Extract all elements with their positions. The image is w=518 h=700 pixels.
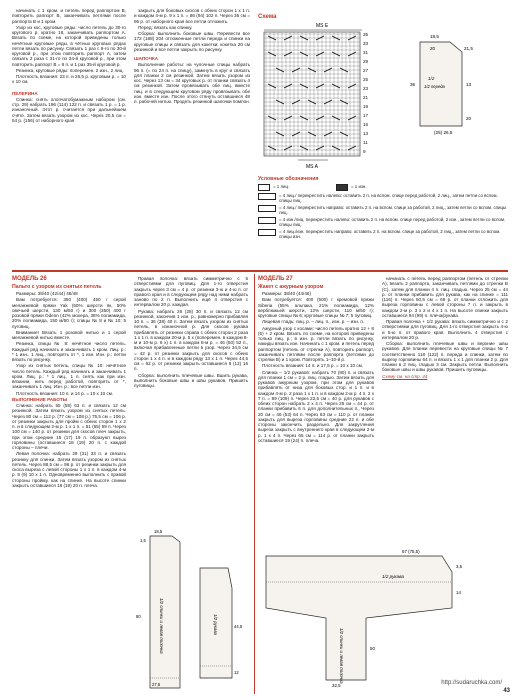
pelerine-pattern-diagram — [392, 30, 508, 140]
dim-label: (25) 26,5 — [434, 130, 453, 135]
dim-label: 18,5 — [430, 34, 439, 39]
section-heading: ВЫПОЛНЕНИЕ РАБОТЫ — [12, 396, 68, 402]
row-number: 27 — [363, 68, 369, 73]
schema-link[interactable]: Схему см. на стр. 44 — [382, 373, 428, 379]
model27-subtitle: Жакет с ажурным узором — [258, 284, 324, 290]
dim-label: 18,5 — [154, 529, 163, 534]
legend-item — [258, 229, 508, 239]
legend-item — [258, 193, 508, 203]
model27-title: МОДЕЛЬ 27 — [258, 276, 293, 282]
paragraph: Размеры: 38/40 (42/44) 46/48 — [16, 291, 78, 296]
paragraph: Спинка – 1/2 рукавов: набрать 70 (80) п. и связать для планки 1 см = 2 р. лиц. гладью. Затем вязать для рукавов ажурным узором, при этом для рукавов прибавлять от низа для боковых стор. и 1 п. и в каждом 4-м р. 2 раза 1 х 1 п. и в каждом 2-м р. 4 п. 2 х 7 п. = 89 (109) п. Через 22,5 см = 40 р. для рукавов с обеих сторон набрать 2 х 4 п. Через 25 см = 44 р. от планки прибавить 6 п. для дополнительных п., Через 20 см = 46 (53) 64 п. Через 63 см = 110 р. от планки закрыть для выреза горловины средние 22 п. и обе стороны закончить раздельно. Для закругления выреза закрыть с внутреннего края в следующем 2-м р. 1 х 4 п. Через 65 см = 114 р. от планки закрыть оставшиеся 19 (24) п. плеча. — [258, 369, 374, 443]
legend-title: Условные обозначения — [258, 176, 319, 182]
schema-title: Схема — [258, 14, 277, 20]
paragraph: Рукава: набрать 26 (28) 30 п. и связать 12 см резинкой, закончив 1 изн. р., равномерно прибавляя 10 п. = 36 (38) 40 п. Затем вязать узором из снятых петель, в изнаночной р. Для скосов рукава прибавлять от резинки справа с обеих сторон 2 раза 1 х 1 п. в каждом 20-м р. 5 х (поперемен. в каждом 8-м и 10-м р. 6 х) 1 п. в каждом 8-м р. = 46 (50) 52 п., включая прибавленные петли в узор. Через 34,5 см = 42 р. от резинки закрыть для скосов с обеих сторон 1 х 4 п. и в каждом ряду 13 х 1 п. Через 44,5 см = 62 р. от резинки закрыть оставшиеся 8 (12) 16 п. — [134, 308, 248, 372]
paragraph: Резинка, спицы № 8: нечётное число петель. Каждый ряд начинать и заканчивать 1 кром. Лиц. р.: * 1 изн., 1 лиц., повторять от *, 1 изн. Изн. р.: петли вязать по рисунку. — [12, 341, 126, 362]
dim-label: 20 — [430, 46, 436, 51]
paragraph: Вам потребуется: 400 (500) г кремовой пряжи Siberia (55% альпака, 21% полиамида, 12% верблюжьей шерсти, 12% шерсти, 110 м/50 г); круговые спицы № 6; круговые спицы № 7; 5 пуговиц. — [258, 297, 374, 318]
paragraph: Сборка: выполнить плечевые швы. Вшить рукава, выполнить боковые швы и швы рукавов. Пришить пуговицы. — [134, 372, 248, 388]
paragraph: Правая полочка: вязать симметрично с 5 отверстиями для пуговиц. Для 1-го отверстия закрыть через 3 см = 4 р. от резинки 3-ю и 4-ю п. от правого края и в следующем ряду над ними набрать заново по 2 п. Выполнить ещё 4 отверстия с интервалом 20 р. каждая. — [134, 276, 248, 308]
watermark-url[interactable]: http://sudaruchka.com/ — [441, 680, 502, 686]
section-heading: ПЕЛЕРИНА — [12, 90, 38, 96]
paragraph: Спинка: набрать 55 (59) 63 п. и связать 12 см резинкой. Затем вязать узором из снятых петель. Через 80 см = 112 р. (77 см = 108 р.) 75,5 см = 106 р. от резинки закрыть для пройм с обеих сторон 1 х 2 п. и в следующем 2-м р. 1 х 1 п. = 51 (55) 59 п. Через 100 см = 140 р. от резинки для скосов плеч закрыть, при этом средние 15 (17) 19 п. образуют вырез горловины (оставшиеся 18 (19) 20 п. с каждой стороны – плечи. — [12, 403, 126, 450]
paragraph: начинать с петель перед раппортом (петель от стрелки А), вязать 2 раппорта, заканчивать петлями до стрелки В (С), затем для планки 4 п. лиц. гладью. Через 25 см = 44 р. от планки прибавить для рукава, как на спинке = 111 (116) п. Через 50,5 см = 69 р. от планки отложить для выреза горловины с левой стороны 7 п. и закрыть в каждом 2-м р. 3 х 2 и 4 х 1 п. На высоте спинки закрыть оставшиеся 94 (99) п. плеча/рукава. — [382, 276, 508, 318]
row-number: 21 — [363, 95, 369, 100]
paragraph: Левая полочка: набрать 29 (31) 33 п. и связать резинку для спинки. Затем вязать узором из снятых петель. Через 88,5 см = 96 р. от резинки закрыть для скоса выреза с левой стороны 1 х 1 п. в каждом 4-м р. 8 (9) 10 х 1 п. Одновременно выполнить с правой стороны пройму, как на спинке. На высоте спинки закрыть оставшиеся 18 (19) 20 п. плеча. — [12, 451, 126, 488]
paragraph: начинать с 1 кром. и петель перед раппортом В, повторить раппорт В, заканчивать петлями после раппорта В и 1 кром. — [12, 8, 126, 24]
row-number: 33 — [363, 41, 369, 46]
model26-pattern-diagram — [132, 528, 250, 692]
dim-label: 44,5 — [234, 624, 243, 629]
row-number: 23 — [363, 86, 369, 91]
paragraph: Внимание! Вязать 1 розовой нитью и 1 серой меланжевой нитью вместе. — [12, 329, 126, 340]
knitting-chart — [258, 22, 380, 172]
row-number: 29 — [363, 59, 369, 64]
paragraph: Плотность вязания: 23 п. и 26,5 р. круговым р. = 10 х 10 см. — [12, 74, 126, 85]
dim-label: 80 — [136, 614, 141, 619]
piece-label: 1/2 рукава — [382, 574, 404, 579]
row-number: 11 — [363, 140, 368, 145]
dim-label: 27,5 — [152, 682, 161, 687]
row-number: 15 — [363, 122, 369, 127]
dim-label: 36 — [410, 82, 416, 87]
paragraph: Лицевая гладь: лиц. р. – лиц. п., изн. р. – изн. п. — [262, 319, 365, 325]
cable-left-icon — [258, 193, 276, 200]
row-number: 17 — [363, 113, 369, 118]
model26-column-2 — [134, 276, 248, 389]
piece-label: 1/2 переда — [424, 84, 445, 89]
top-column-2 — [134, 8, 250, 105]
paragraph: Спинка: снять хлопчатобумажным набором (см. стр. 29) набрать 196 (114) 122 п. и связать 1 р. = 1 р. изнаночный. Этот р. считается при дальнейшем счёте. Затем вязать узором из кос. Через 20,5 см = 54 р. (156) от наборного края — [12, 96, 126, 123]
purl-stitch-icon — [336, 184, 348, 191]
cable-purl-right-icon — [258, 229, 276, 236]
legend-item — [258, 217, 508, 227]
cable-purl-left-icon — [258, 217, 276, 224]
dim-label: 20 — [466, 116, 472, 121]
paragraph: Сборка: выполнить боковые швы. Перевести все 172 (188) 204 отложенные петли переда и спинки на круговые спицы и связать для кокетки: кокетка 20 см резинкой и все петли закрыть по рисунку. — [134, 31, 250, 52]
page-number: 43 — [503, 688, 510, 694]
paragraph: Размеры: 38/40 (44/46) — [262, 291, 311, 296]
chart-grid — [264, 32, 360, 156]
paragraph: Ажурный узор с косами: число петель кратно 12 + 8 (6) + 2 кром. Вязать по схеме, на которой приведены только лиц. р.; в изн. р. петли вязать по рисунку, накиды вязать изн. Начинать с 1 кром. и петель перед раппортом (петель от стрелки А), повторить раппорт, заканчивать петлями после раппорта (петлями до стрелки В) и 1 кром. Повторять 1–10-й р. — [258, 325, 374, 362]
section-divider — [12, 270, 508, 272]
paragraph: Правая полочка + 1/2 рукава: вязать симметрично и с 2 отверстиями для пуговиц. Для 1-го отверстия закрыть 4-ю и 5-ю п. от правого края. Выполнить 4 отверстия с интервалом 20 р. — [382, 319, 508, 340]
row-number: 9 — [363, 149, 366, 154]
paragraph: закрыть для боковых скосов с обеих сторон 1 х 1 п. и каждом 4-м р. 9 х 1 п. = 86 (94) 102 п. Через 36 см = 96 р. от наборного края все петли отложить. — [134, 8, 250, 24]
paragraph: Узор из снятых петель, спицы № 10: нечётное число петель. Каждый ряд начинать и заканчивать 1 кром. Лиц. р.: * 1 лиц., 1 п. снять как при изн. вязании, нить перед работой, повторять от *, заканчивать 1 лиц. Изн. р.: все петли изн. — [12, 363, 126, 390]
model26-column-1 — [12, 276, 126, 489]
chart-ms-a-label: MS A — [306, 164, 318, 170]
piece-label: 1/2 — [428, 76, 435, 81]
paragraph: Сборка: выполнить плечевые швы и верхние швы рукавов. Для планки перевести на круговые спицы № 7 соответственно 118 (122) п. переда и спинки, затем по вырезу горловины 64 п. и вязать 1 х 1 для планки 2 р. Для планки в 2 лиц. гладью 3 см. Закрыть петли. Выполнить боковые швы и швы рукавов. Пришить пуговицы. — [382, 341, 508, 373]
model26-title: МОДЕЛЬ 26 — [12, 276, 47, 282]
column-divider — [254, 274, 255, 694]
row-number: 25 — [363, 77, 369, 82]
paragraph: Вам потребуется: 350 (400) 450 г серой меланжевой пряжи Yak (50% шерсти як, 50% овечьей шерсти, 130 м/50 г) и 300 (350) 400 г розовой пряжи Odeon (42% мохера, 38% полиамида, 20% полиамида, 150 м/50 г); спицы № 8 и № 10; 5 пуговиц. — [12, 297, 126, 329]
model27-column-2 — [382, 276, 508, 380]
dim-label: 1,5 — [140, 538, 146, 543]
paragraph: Резинка, круговые ряды: поперемен. 2 изн., 2 лиц. — [16, 67, 124, 73]
dim-label: 3,5 — [456, 564, 463, 569]
legend-text: = 4 лиц./ перекрестить налево: оставить 2 п. на вспом. спице перед работой, 2 лиц., затем петли со вспом. спицы лиц. — [279, 193, 498, 203]
model26-subtitle: Пальто с узором из снятых петель — [12, 284, 102, 290]
legend-item — [258, 205, 508, 215]
legend-text: = 4 изн./лиц. перекрестить налево: оставить 2 п. на вспом. спице перед работой, 2 изн., затем петли со вспом. спицы лиц. — [279, 217, 506, 227]
chart-ms-e-label: MS E — [316, 23, 329, 29]
dim-label: 32,5 — [332, 683, 341, 688]
dim-label: 14 — [456, 590, 461, 595]
dim-label: 13 — [466, 82, 472, 87]
dim-label: 67 (75,5) — [402, 549, 420, 554]
model27-pattern-diagram — [262, 548, 508, 688]
dim-label: 21,5 — [464, 46, 473, 51]
row-number: 31 — [363, 50, 369, 55]
top-column-1 — [12, 8, 126, 124]
dim-label: 12 — [234, 670, 239, 675]
legend-item — [258, 184, 508, 191]
piece-label: 1/2 спинки и левая полочка — [159, 598, 164, 654]
paragraph: Узор из кос, круговые ряды: число петель до 30-го кругового р. кратно 16, заканчивать раппортом А. Вязать по схеме, на которой приведены только нечётные круговые ряды, в чётных круговых рядах петли вязать по рисунку. Связать 1 раз с 9-го по 30-й круговой р., при этом повторить раппорт А, затем связать 2 раза с 31-го по 34-й круговой р., при этом повторить раппорт В = 8 п. и 1 раз 35-й круговой р. — [12, 24, 126, 67]
model27-column-1 — [258, 276, 374, 444]
section-heading: ШАПОЧКА — [134, 56, 159, 61]
row-number: 19 — [363, 104, 369, 109]
row-number: 13 — [363, 131, 369, 136]
dim-label: 50 — [370, 646, 375, 651]
knit-stitch-icon — [258, 184, 270, 191]
legend — [258, 184, 508, 241]
legend-text: = 1 лиц. — [273, 184, 290, 189]
legend-text: = 4 лиц./ перекрестить направо: оставить 2 п. на вспом. спице за работой, 2 лиц., затем петли со вспом. спицы лиц. — [279, 205, 507, 215]
cable-right-icon — [258, 205, 276, 212]
row-numbers — [363, 32, 369, 154]
legend-text: = 1 изн. — [351, 184, 367, 189]
paragraph: Плотность вязания: 14 п. и 17,5 р. = 10 х 10 см. — [262, 363, 364, 369]
piece-label: 1/2 рукава — [213, 614, 218, 635]
paragraph: Плотность вязания: 10 п. и 14 р. = 10 х 10 см. — [16, 390, 114, 396]
legend-text: = 4 лиц./изн. перекрестить направо: оставить 2 п. на вспом. спице за работой, 2 лиц., затем петли со вспом. спицы изн. — [279, 229, 501, 239]
row-number: 35 — [363, 32, 369, 37]
paragraph: Перед: вязать как спинку. — [138, 24, 193, 30]
piece-label: 1/2 спинки и левая полочка — [339, 628, 344, 684]
paragraph: Выполнение работы: на чулочные спицы набрать 96 п. (= по 24 п. на спицу), замкнуть в круг и связать для планки 2 см резинкой. Затем вязать узором из кос. Через 13 см = 34 круговых р. от планки связать 4 см резинкой. Затем провязывать обе лиц. вместе лиц. и в следующем круговом ряду провязывать обе изн. вместе изн. После этого стянуть оставшиеся 48 п. рабочей нитью. Продеть резинкой шапочки помпон. — [134, 62, 250, 104]
